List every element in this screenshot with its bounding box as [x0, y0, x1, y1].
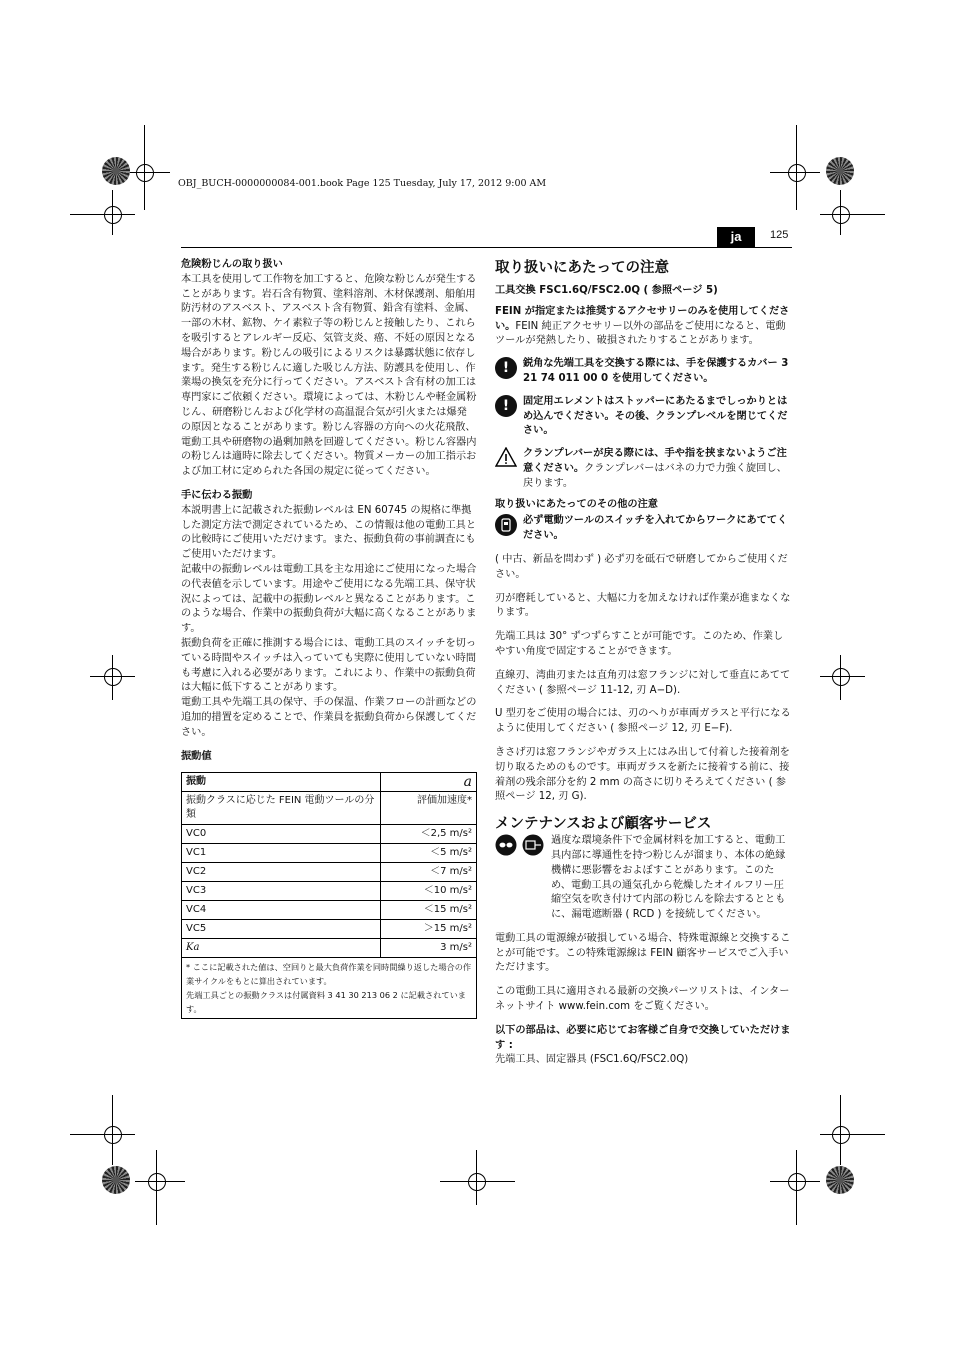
note-paragraph-1: ( 中古、新品を問わず ) 必ず刃を砥石で研磨してからご使用ください。 [495, 553, 788, 580]
tool-change-heading: 工具交換 FSC1.6Q/FSC2.0Q ( 参照ページ 5) [495, 285, 718, 296]
eye-protection-and-compressed-air-icons [495, 834, 547, 856]
page-number: 125 [770, 229, 789, 241]
right-column [495, 258, 791, 1068]
dust-heading: 危険粉じんの取り扱い [181, 259, 283, 270]
warning-block-2 [495, 395, 791, 439]
table-cell-class: VC4 [182, 901, 381, 920]
replaceable-parts-heading: 以下の部品は、必要に応じてお客様ご自身で交換していただけます : [495, 1024, 791, 1051]
table-row [182, 825, 477, 844]
table-row [182, 901, 477, 920]
vibration-paragraph-3: 振動負荷を正確に推測する場合には、電動工具のスイッチを切っている時間やスイッチは入っていても実際に使用していない時間も考慮に入れる必要があります。これにより、作業中の振動負荷は大幅に低下することがあります。 [181, 637, 477, 694]
vibration-table [181, 772, 477, 1019]
warning-block-3 [495, 447, 791, 491]
warning-text-4: 必ず電動ツールのスイッチを入れてからワークにあててください。 [523, 515, 788, 542]
other-notes-heading: 取り扱いにあたってのその他の注意 [495, 498, 658, 510]
vibration-table-title: 振動値 [181, 750, 212, 762]
table-cell-class: VC1 [182, 844, 381, 863]
table-row [182, 863, 477, 882]
language-badge: ja [717, 227, 755, 247]
warning-text-2: 固定用エレメントはストッパーにあたるまでしっかりとはめ込んでください。その後、クランプレベルを閉じてください。 [523, 395, 788, 437]
accessory-note [495, 305, 791, 349]
table-cell-eval-label: 評価加速度* [381, 792, 477, 825]
table-cell-class: VC2 [182, 863, 381, 882]
vibration-paragraph-1: 本説明書上に記載された振動レベルは EN 60745 の規格に準拠した測定方法で測定されているため、この情報は他の電動工具との比較時にご使用いただけます。また、振動負荷の事前調査にもご使用いただけます。 [181, 504, 477, 561]
warning-block-1 [495, 357, 791, 387]
accessory-note-text: FEIN 純正アクセサリー以外の部品をご使用になると、電動ツールが発熱したり、破損されたりすることがあります。 [495, 320, 786, 347]
table-cell-class: VC5 [182, 920, 381, 939]
table-cell-value: ＜2,5 m/s² [381, 825, 477, 844]
warning-text-3-rest: クランプレバーはバネの力で力強く旋回し、戻ります。 [523, 462, 787, 489]
note-paragraph-5: U 型刃をご使用の場合には、刃のへりが車両ガラスと平行になるように使用してください ( 参照ページ 12, 刃 E−F). [495, 708, 791, 735]
header-rule [181, 247, 792, 248]
vibration-paragraph-4: 電動工具や先端工具の保守、手の保温、作業フローの計画などの追加的措置を定めることで、作業員を振動負荷から保護してください。 [181, 697, 477, 738]
warning-text-3 [523, 447, 791, 491]
warning-block-4 [495, 514, 791, 544]
table-header-row [182, 773, 477, 792]
replaceable-parts-list: 先端工具、固定器具 (FSC1.6Q/FSC2.0Q) [495, 1054, 689, 1066]
maintenance-paragraph-1: 過度な環境条件下で金属材料を加工すると、電動工具内部に導通性を持つ粉じんが溜まり、本体の絶縁機構に悪影響をおよぼすことがあります。このため、電動工具の通気孔から乾燥したオイルフリー圧縮空気を吹き付けて内部の粉じんを除去するとともに、漏電遮断器 ( RCD ) を接続してください。 [551, 835, 786, 921]
table-header-a: a [381, 773, 477, 792]
table-cell-value: ＜7 m/s² [381, 863, 477, 882]
note-paragraph-3: 先端工具は 30° ずつずらすことが可能です。このため、作業しやすい角度で固定することができます。 [495, 631, 784, 657]
table-cell-value: ＞15 m/s² [381, 920, 477, 939]
footnote-1: * ここに記載された値は、空回りと最大負荷作業を同時間繰り返した場合の作業サイクルをもとに算出されています。 [186, 962, 472, 987]
table-row [182, 844, 477, 863]
vibration-paragraph-2: 記載中の振動レベルは電動工具を主な用途にご使用になった場合の代表値を示しています。用途やご使用になる先端工具、保守状況によっては、記載中の振動レベルと異なることがあります。このような場合、作業中の振動負荷が大幅に高くなることがあります。 [181, 563, 477, 635]
maintenance-paragraph-3: この電動工具に適用される最新の交換パーツリストは、インターネットサイト www.fein.com をご覧ください。 [495, 986, 790, 1013]
table-row [182, 882, 477, 901]
table-cell-class-label: 振動クラスに応じた FEIN 電動ツールの分類 [182, 792, 381, 825]
table-row [182, 920, 477, 939]
handling-title: 取り扱いにあたっての注意 [495, 260, 669, 276]
vibration-heading: 手に伝わる振動 [181, 489, 253, 501]
footnote-2: 先端工具ごとの振動クラスは付属資料 3 41 30 213 06 2 に記載されています。 [186, 990, 466, 1015]
maintenance-title: メンテナンスおよび顧客サービス [495, 816, 712, 833]
note-paragraph-2: 刃が磨耗していると、大幅に力を加えなければ作業が進まなくなります。 [495, 592, 791, 619]
warning-exclamation-icon: ! [495, 357, 517, 379]
table-cell-ka: Ka [182, 939, 381, 958]
accessory-note-bold: FEIN が指定または推奨するアクセサリーのみを使用してください。 [495, 305, 790, 332]
table-row [182, 792, 477, 825]
warning-exclamation-icon: ! [495, 395, 517, 417]
table-cell-value: ＜10 m/s² [381, 882, 477, 901]
table-cell-class: VC0 [182, 825, 381, 844]
dust-paragraph: 本工具を使用して工作物を加工すると、危険な粉じんが発生することがあります。岩石含有物質、塗料溶剤、木材保護剤、船舶用防汚材のアスベスト、アスベスト含有物質、鉛含有塗料、金属、一部の木材、鉱物、ケイ素粒子等の粉じんと接触したり、これらを吸引するとアレルギー反応、気管支炎、癌、不妊の原因となる場合があります。粉じんの吸引によるリスクは暴露状態に依存します。発生する粉じんに適した吸じん方法、防護具を使用し、作業場の換気を充分に行ってください。アスベスト含有材の加工は専門家にご依頼ください。環境によっては、木粉じんや軽金属粉じん、研磨粉じんおよび化学材の高温混合気が引火または爆発の原因となることがあります。粉じん容器の方向への火花飛散、電動工具や研磨物の過剰加熱を回避してください。粉じん容器内の粉じんは適時に除去してください。物質メーカーの加工指示および加工材に定められた各国の規定に従ってください。 [181, 273, 477, 478]
left-column [181, 258, 477, 1019]
note-paragraph-4: 直線刃、湾曲刃または直角刃は窓フランジに対して垂直にあててください ( 参照ページ 11-12, 刃 A−D). [495, 669, 791, 696]
caution-triangle-icon [495, 447, 517, 467]
table-cell-value: ＜15 m/s² [381, 901, 477, 920]
maintenance-intro [495, 834, 791, 923]
maintenance-paragraph-2: 電動工具の電源線が破損している場合、特殊電源線と交換することが可能です。この特殊電源線は FEIN 顧客サービスでご入手いただけます。 [495, 932, 791, 974]
table-header-vibration: 振動 [182, 773, 381, 792]
table-row [182, 939, 477, 958]
table-cell-value: ＜5 m/s² [381, 844, 477, 863]
book-file-info: OBJ_BUCH-0000000084-001.book Page 125 Tuesday, July 17, 2012 9:00 AM [178, 178, 547, 189]
warning-text-3-bold: クランプレバーが戻る際には、手や指を挟まないようご注意ください。 [523, 448, 787, 474]
table-cell-class: VC3 [182, 882, 381, 901]
table-footnotes [182, 958, 477, 1019]
table-footnote-row [182, 958, 477, 1019]
warning-text-1: 鋭角な先端工具を交換する際には、手を保護するカバー 3 21 74 011 00 0 を使用してください。 [523, 358, 789, 384]
note-paragraph-6: きさげ刃は窓フランジやガラス上にはみ出して付着した接着剤を切り取るためのものです。車両ガラスを新たに接着する前に、接着剤の残余部分を約 2 mm の高さに切りそろえてください ( 参照ページ 12, 刃 G). [495, 746, 790, 803]
table-cell-ka-value: 3 m/s² [381, 939, 477, 958]
power-tool-switch-icon [495, 514, 517, 536]
